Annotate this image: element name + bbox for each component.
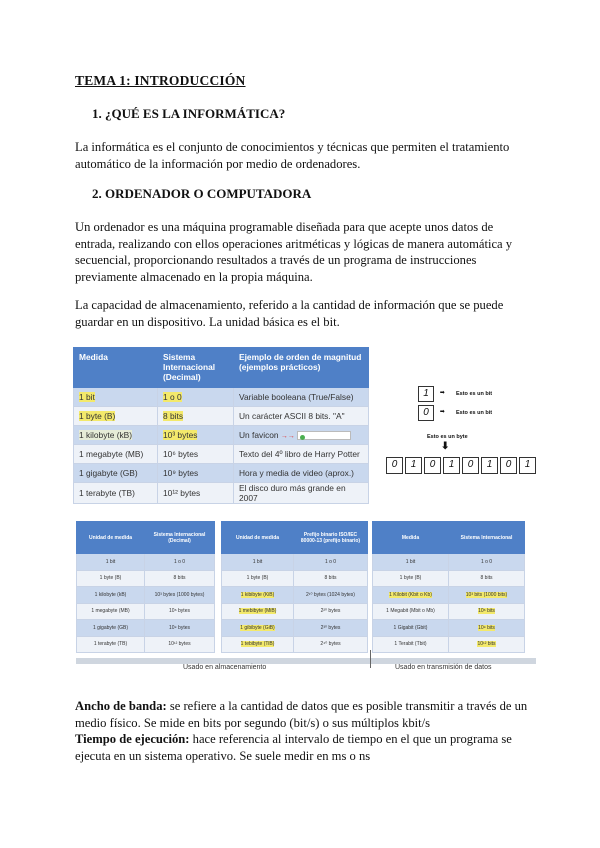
table-row: 1 Terabit (Tbit) 10¹² bits	[373, 636, 525, 653]
exec-time-term: Tiempo de ejecución:	[75, 732, 190, 746]
table-row: 1 byte (B) 8 bits	[77, 570, 215, 587]
table-row: 1 byte (B) 8 bits Un carácter ASCII 8 bits. "A"	[74, 407, 369, 426]
byte-bit: 0	[386, 457, 403, 474]
bandwidth-text: se refiere a la cantidad de datos que es posible transmitir a través de un medio físico. Se mide en bits por segundo (bit/s) o sus múltiplos kbit/s	[75, 699, 528, 730]
byte-bit: 1	[405, 457, 422, 474]
bandwidth-definition	[75, 698, 530, 731]
exec-time-text: hace referencia al intervalo de tiempo en el que un programa se ejecuta en un sistema operativo. Se suele medir en ms o ns	[75, 732, 512, 763]
table-row: 1 byte (B) 8 bits	[222, 570, 368, 587]
table-row: 1 gigabyte (GB) 10⁹ bytes	[77, 620, 215, 637]
table-row: 1 gibibyte (GiB) 2³⁰ bytes	[222, 620, 368, 637]
caption-storage: Usado en almacenamiento	[183, 664, 267, 671]
byte-bit: 0	[500, 457, 517, 474]
section-2-text2: La capacidad de almacenamiento, referido a la cantidad de información que se puede guardar en un dispositivo. La unidad básica es el bit.	[75, 298, 504, 329]
table-row: 1 terabyte (TB) 10¹² bytes El disco duro más grande en 2007	[74, 483, 369, 504]
table-transmission: Medida Sistema Internacional 1 bit 1 o 0 1 byte (B) 8 bits 1 Kilobit (Kbit o Kb) 10³ bits (1000 bits) 1 Megabit (Mbit o Mb) 10⁶ bits 1 Gigabit (Gbit) 10⁹ bits 1 Terabit (Tbit) 10¹² bits	[372, 521, 525, 653]
section-1-heading: 1. ¿QUÉ ES LA INFORMÁTICA?	[92, 106, 286, 121]
table-binary-storage: Unidad de medida Prefijo binario ISO/IEC 80000-13 (prefijo binario) 1 bit 1 o 0 1 byte (B) 8 bits 1 kibibyte (KiB) 2¹⁰ bytes (1024 bytes) 1 mebibyte (MiB) 2²⁰ bytes 1 gibibyte (GiB) 2³⁰ bytes 1 tebibyte (TiB) 2⁴⁰ bytes	[221, 521, 368, 653]
page-title: TEMA 1: INTRODUCCIÓN	[75, 73, 246, 88]
byte-bit: 1	[443, 457, 460, 474]
byte-label: Esto es un byte	[427, 434, 468, 440]
table-row: 1 Gigabit (Gbit) 10⁹ bits	[373, 620, 525, 637]
main-units-table	[73, 347, 369, 504]
header-ejemplo: Ejemplo de orden de magnitud (ejemplos prácticos)	[234, 348, 369, 388]
bit-zero-label: Esto es un bit	[456, 410, 493, 416]
table-row: 1 Megabit (Mbit o Mb) 10⁶ bits	[373, 603, 525, 620]
table-row: 1 kilobyte (kB) 10³ bytes (1000 bytes)	[77, 587, 215, 604]
byte-bit: 1	[519, 457, 536, 474]
favicon-arrow-icon: →→	[280, 432, 295, 440]
table-row: 1 terabyte (TB) 10¹² bytes	[77, 636, 215, 653]
table-row: 1 megabyte (MB) 10⁶ bytes Texto del 4º libro de Harry Potter	[74, 445, 369, 464]
table-row: 1 bit 1 o 0	[77, 554, 215, 571]
caption-transmission: Usado en transmisión de datos	[395, 664, 492, 671]
table-row: 1 Kilobit (Kbit o Kb) 10³ bits (1000 bits)	[373, 587, 525, 604]
section-1-text: La informática es el conjunto de conocimientos y técnicas que permiten el tratamiento automático de la información por medio de ordenadores.	[75, 140, 510, 171]
byte-bit: 0	[424, 457, 441, 474]
table-row: 1 gigabyte (GB) 10⁹ bytes Hora y media de video (aprox.)	[74, 464, 369, 483]
section-2-heading: 2. ORDENADOR O COMPUTADORA	[92, 186, 312, 201]
favicon-example-image	[297, 431, 351, 440]
byte-arrow-icon: ⬇	[441, 441, 450, 452]
table-row: 1 byte (B) 8 bits	[373, 570, 525, 587]
table-row: 1 megabyte (MB) 10⁶ bytes	[77, 603, 215, 620]
byte-bit: 0	[462, 457, 479, 474]
bit-one-box: 1	[418, 386, 434, 402]
table-row: 1 bit 1 o 0	[222, 554, 368, 571]
table-row: 1 mebibyte (MiB) 2²⁰ bytes	[222, 603, 368, 620]
header-si: Sistema Internacional (Decimal)	[158, 348, 234, 388]
bit-zero-box: 0	[418, 405, 434, 421]
byte-bit: 1	[481, 457, 498, 474]
bit-one-label: Esto es un bit	[456, 391, 493, 397]
table-row: 1 kibibyte (KiB) 2¹⁰ bytes (1024 bytes)	[222, 587, 368, 604]
header-medida: Medida	[74, 348, 158, 388]
bit-one-arrow-icon: ➡	[440, 390, 445, 396]
table-row: 1 bit 1 o 0 Variable booleana (True/False)	[74, 388, 369, 407]
table-row: 1 kilobyte (kB) 10³ bytes Un favicon →→	[74, 426, 369, 445]
bit-zero-arrow-icon: ➡	[440, 409, 445, 415]
section-2-text: Un ordenador es una máquina programable diseñada para que acepte unos datos de entrada, realizando con ellos operaciones aritméticas y lógicas de manera automática y secuencial, proporcionando resultados a través de un programa de instrucciones previamente almacenado en la propia máquina.	[75, 220, 513, 284]
table-row: 1 tebibyte (TiB) 2⁴⁰ bytes	[222, 636, 368, 653]
divider-tick	[370, 650, 371, 668]
bandwidth-term: Ancho de banda:	[75, 699, 167, 713]
table-row: 1 bit 1 o 0	[373, 554, 525, 571]
byte-bits-row	[386, 457, 536, 474]
exec-time-definition	[75, 731, 530, 764]
table-decimal-storage: Unidad de medida Sistema Internacional (Decimal) 1 bit 1 o 0 1 byte (B) 8 bits 1 kilobyte (kB) 10³ bytes (1000 bytes) 1 megabyte (MB) 10⁶ bytes 1 gigabyte (GB) 10⁹ bytes 1 terabyte (TB) 10¹² bytes	[76, 521, 215, 653]
